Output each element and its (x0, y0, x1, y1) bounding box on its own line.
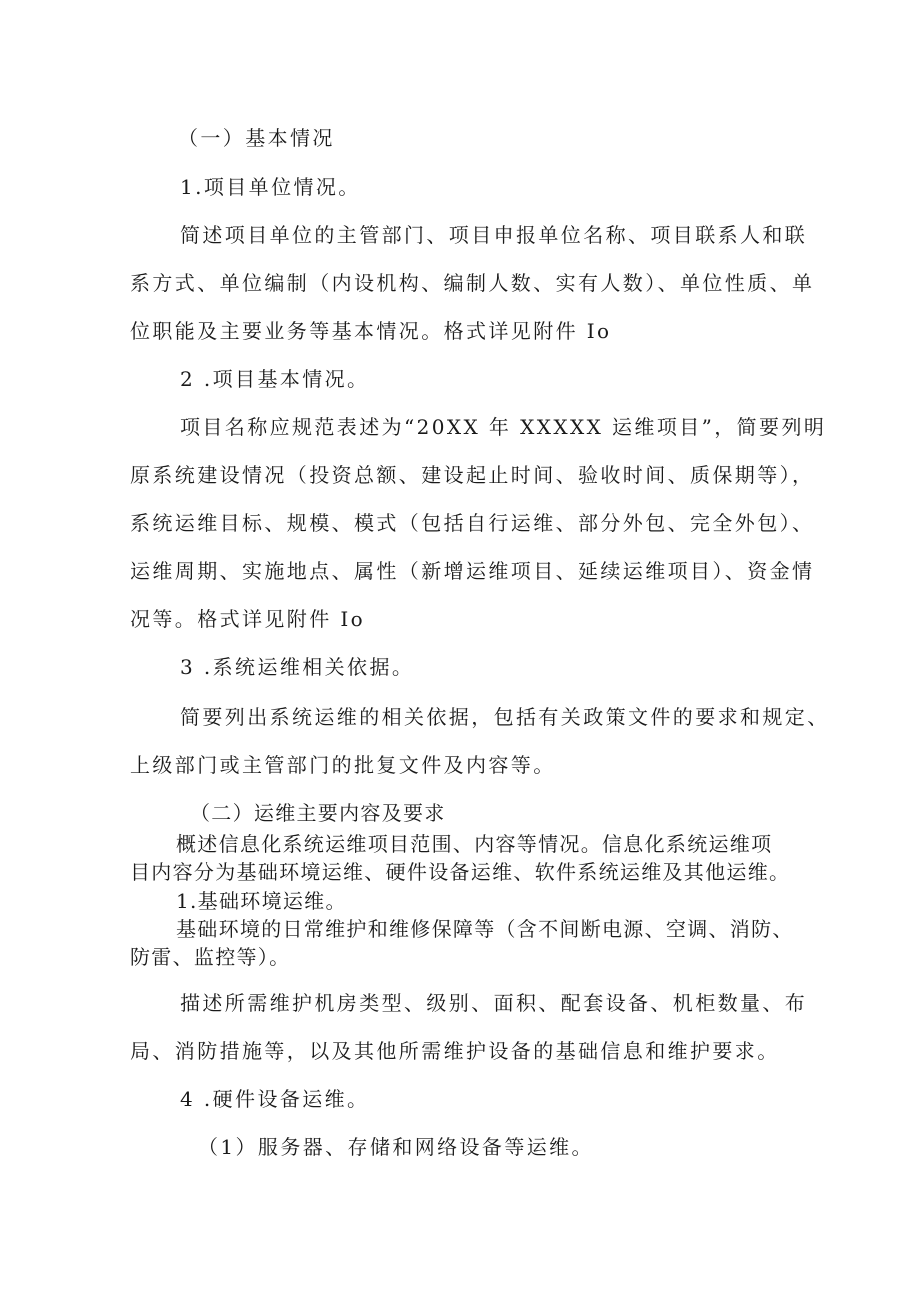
paragraph-line: 基础环境的日常维护和维修保障等（含不间断电源、空调、消防、 (176, 917, 794, 941)
paragraph-line: 防雷、监控等）。 (130, 945, 291, 969)
paragraph-line: 系方式、单位编制（内设机构、编制人数、实有人数）、单位性质、单 (130, 271, 815, 295)
paragraph-line: 目内容分为基础环境运维、硬件设备运维、软件系统运维及其他运维。 (130, 860, 791, 884)
item-project-basic: 2 .项目基本情况。 (180, 367, 370, 391)
paragraph-line: 简要列出系统运维的相关依据，包括有关政策文件的要求和规定、 (180, 705, 830, 729)
paragraph-line: 描述所需维护机房类型、级别、面积、配套设备、机柜数量、布 (180, 991, 808, 1015)
paragraph-line: 简述项目单位的主管部门、项目申报单位名称、项目联系人和联 (180, 223, 808, 247)
heading-maintenance-content: （二）运维主要内容及要求 (190, 801, 446, 825)
paragraph-line: 系统运维目标、规模、模式（包括自行运维、部分外包、完全外包）、 (130, 511, 815, 535)
heading-basic-situation: （一）基本情况 (178, 126, 335, 150)
paragraph-line: 局、消防措施等，以及其他所需维护设备的基础信息和维护要求。 (130, 1039, 780, 1063)
paragraph-line: 位职能及主要业务等基本情况。格式详见附件 Io (130, 319, 612, 343)
paragraph-line: 概述信息化系统运维项目范围、内容等情况。信息化系统运维项 (176, 832, 773, 856)
paragraph-line: 项目名称应规范表述为“20XX 年 XXXXX 运维项目”，简要列明 (180, 415, 827, 439)
paragraph-line: 原系统建设情况（投资总额、建设起止时间、验收时间、质保期等）， (130, 463, 815, 487)
item-hardware-maintenance: 4 .硬件设备运维。 (180, 1087, 370, 1111)
item-unit-situation: 1.项目单位情况。 (180, 175, 361, 199)
paragraph-line: 况等。格式详见附件 Io (130, 607, 366, 631)
paragraph-line: 上级部门或主管部门的批复文件及内容等。 (130, 753, 556, 777)
paragraph-line: 运维周期、实施地点、属性（新增运维项目、延续运维项目）、资金情 (130, 559, 815, 583)
item-maintenance-basis: 3 .系统运维相关依据。 (180, 655, 415, 679)
item-basic-environment: 1.基础环境运维。 (176, 889, 347, 913)
sub-item-server-storage: （1）服务器、存储和网络设备等运维。 (198, 1135, 594, 1159)
